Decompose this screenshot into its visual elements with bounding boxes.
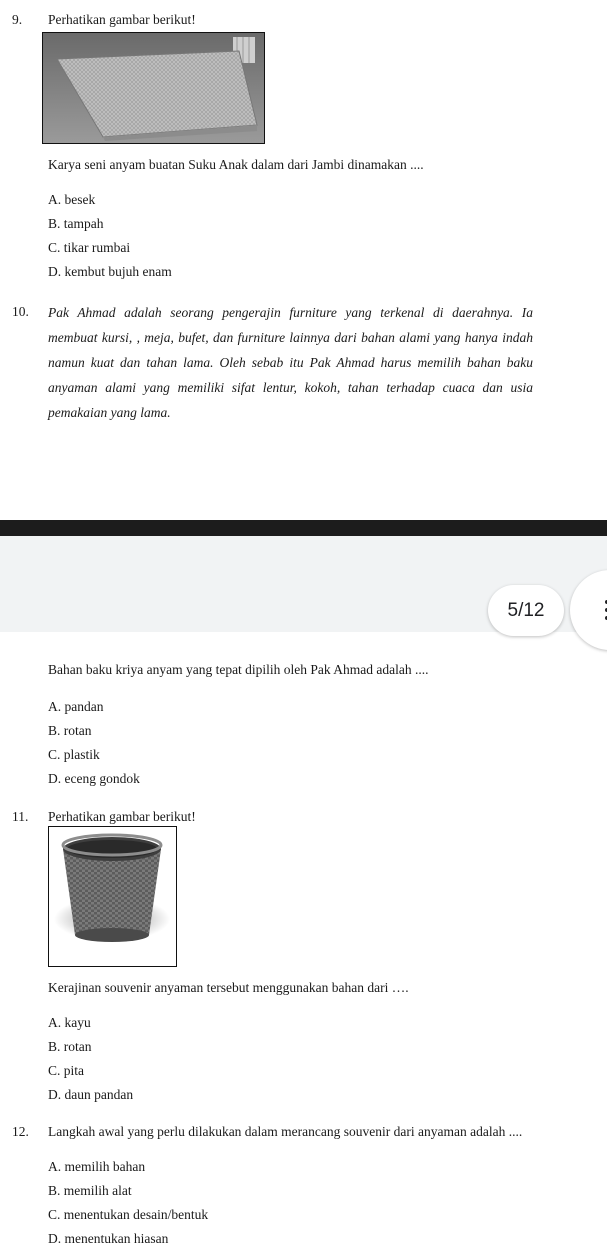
question-10-number: 10. <box>12 304 29 319</box>
question-9-option-b[interactable]: B. tampah <box>48 216 104 231</box>
page-divider <box>0 520 607 536</box>
question-11-option-b[interactable]: B. rotan <box>48 1039 92 1054</box>
question-10-option-a[interactable]: A. pandan <box>48 699 104 714</box>
question-12-option-d[interactable]: D. menentukan hiasan <box>48 1231 169 1246</box>
question-10-option-b[interactable]: B. rotan <box>48 723 92 738</box>
question-9-number: 9. <box>12 12 23 27</box>
question-12-number: 12. <box>12 1124 29 1139</box>
paragraph-line: pemakaian yang lama. <box>48 405 171 420</box>
question-10-paragraph <box>48 300 533 425</box>
question-10-option-d[interactable]: D. eceng gondok <box>48 771 140 786</box>
question-10-text: Bahan baku kriya anyam yang tepat dipilih oleh Pak Ahmad adalah .... <box>48 662 429 677</box>
question-11-option-a[interactable]: A. kayu <box>48 1015 91 1030</box>
question-12-option-c[interactable]: C. menentukan desain/bentuk <box>48 1207 209 1222</box>
question-12-option-b[interactable]: B. memilih alat <box>48 1183 132 1198</box>
question-11-intro: Perhatikan gambar berikut! <box>48 809 196 824</box>
question-11-option-d[interactable]: D. daun pandan <box>48 1087 134 1102</box>
paragraph-line: membuat kursi, , meja, bufet, dan furniture lainnya dari bahan alami yang hanya indah <box>48 330 533 345</box>
question-9-intro: Perhatikan gambar berikut! <box>48 12 196 27</box>
question-9-text: Karya seni anyam buatan Suku Anak dalam dari Jambi dinamakan .... <box>48 157 424 172</box>
question-9-option-d[interactable]: D. kembut bujuh enam <box>48 264 172 279</box>
paragraph-line: namun kuat dan tahan lama. Oleh sebab itu Pak Ahmad harus memilih bahan baku <box>48 355 533 370</box>
question-9-option-c[interactable]: C. tikar rumbai <box>48 240 131 255</box>
woven-mat-picture <box>43 33 264 143</box>
woven-mat-image <box>42 32 265 144</box>
question-12-option-a[interactable]: A. memilih bahan <box>48 1159 146 1174</box>
question-12-text: Langkah awal yang perlu dilakukan dalam merancang souvenir dari anyaman adalah .... <box>48 1124 523 1139</box>
question-10-option-c[interactable]: C. plastik <box>48 747 100 762</box>
question-11-text: Kerajinan souvenir anyaman tersebut menggunakan bahan dari …. <box>48 980 409 995</box>
question-9-option-a[interactable]: A. besek <box>48 192 96 207</box>
paragraph-line: Pak Ahmad adalah seorang pengerajin furniture yang terkenal di daerahnya. Ia <box>48 305 533 320</box>
question-11-number: 11. <box>12 809 29 824</box>
woven-basket-image <box>48 826 177 967</box>
question-11-option-c[interactable]: C. pita <box>48 1063 84 1078</box>
woven-basket-picture <box>49 827 176 966</box>
page-indicator[interactable]: 5/12 <box>488 585 564 636</box>
paragraph-line: anyaman alami yang memiliki sifat lentur, kokoh, tahan terhadap cuaca dan usia <box>48 380 533 395</box>
